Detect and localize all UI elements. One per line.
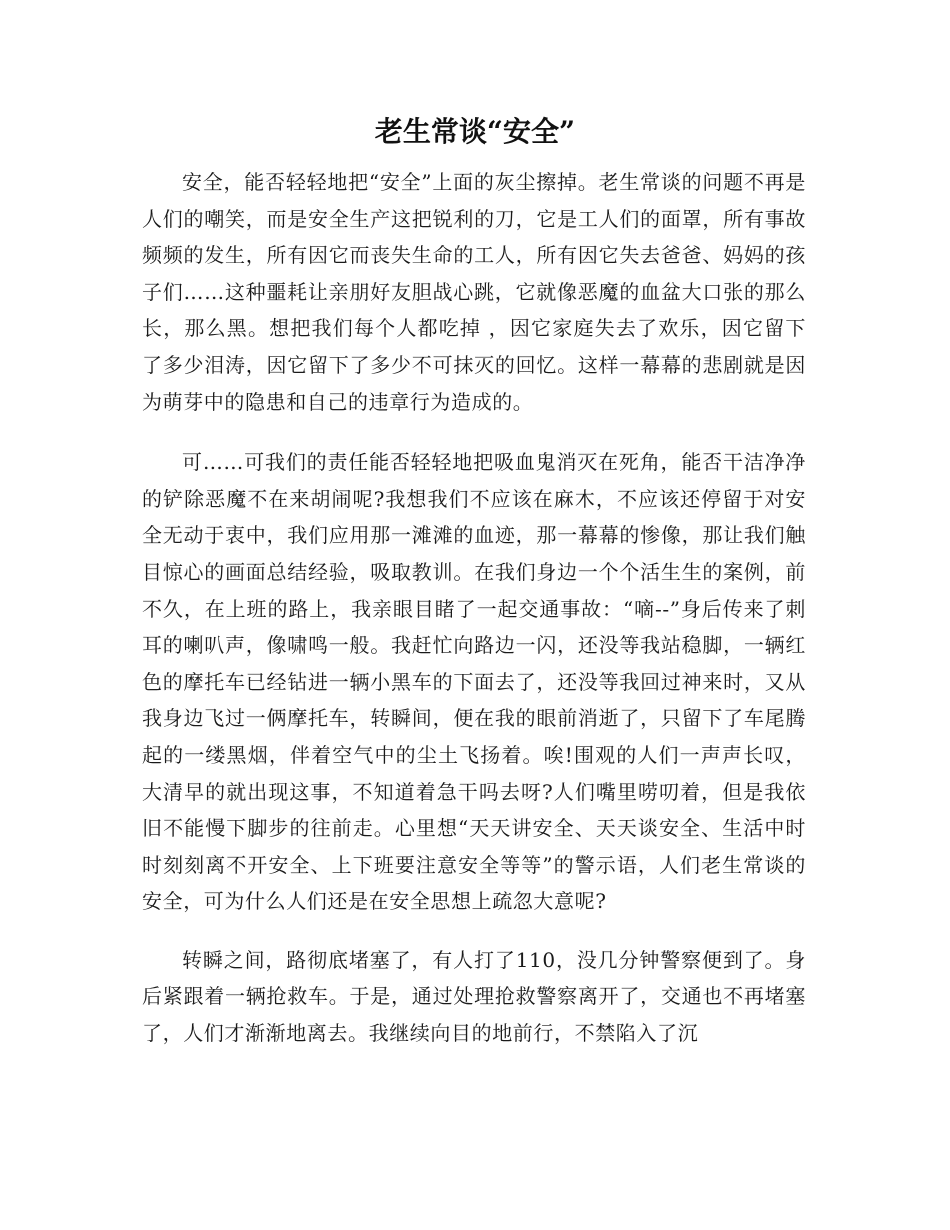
paragraph-3: 转瞬之间，路彻底堵塞了，有人打了110，没几分钟警察便到了。身后紧跟着一辆抢救车。于是，通过处理抢救警察离开了，交通也不再堵塞了，人们才渐渐地离去。我继续向目的地前行，不禁陷入了沉 (142, 947, 806, 1046)
document-body (142, 164, 806, 1052)
paragraph-1: 安全，能否轻轻地把“安全”上面的灰尘擦掉。老生常谈的问题不再是人们的嘲笑，而是安全生产这把锐利的刀，它是工人们的面罩，所有事故频频的发生，所有因它而丧失生命的工人，所有因它失去爸爸、妈妈的孩子们……这种噩耗让亲朋好友胆战心跳，它就像恶魔的血盆大口张的那么长，那么黑。想把我们每个人都吃掉 ，因它家庭失去了欢乐，因它留下了多少泪涛，因它留下了多少不可抹灭的回忆。这样一幕幕的悲剧就是因为萌芽中的隐患和自己的违章行为造成的。 (142, 170, 806, 414)
paragraph-2: 可……可我们的责任能否轻轻地把吸血鬼消灭在死角，能否干洁净净的铲除恶魔不在来胡闹呢?我想我们不应该在麻木，不应该还停留于对安全无动于衷中，我们应用那一滩滩的血迹，那一幕幕的惨像，那让我们触目惊心的画面总结经验，吸取教训。在我们身边一个个活生生的案例，前不久，在上班的路上，我亲眼目睹了一起交通事故：“嘀--”身后传来了刺耳的喇叭声，像啸鸣一般。我赶忙向路边一闪，还没等我站稳脚，一辆红色的摩托车已经钻进一辆小黑车的下面去了，还没等我回过神来时，又从我身边飞过一俩摩托车，转瞬间，便在我的眼前消逝了，只留下了车尾腾起的一缕黑烟，伴着空气中的尘土飞扬着。唉!围观的人们一声声长叹，大清早的就出现这事，不知道着急干吗去呀?人们嘴里唠叨着，但是我依旧不能慢下脚步的往前走。心里想“天天讲安全、天天谈安全、生活中时时刻刻离不开安全、上下班要注意安全等等”的警示语，人们老生常谈的安全，可为什么人们还是在安全思想上疏忽大意呢? (142, 450, 806, 914)
document-title: 老生常谈“安全” (374, 115, 576, 148)
